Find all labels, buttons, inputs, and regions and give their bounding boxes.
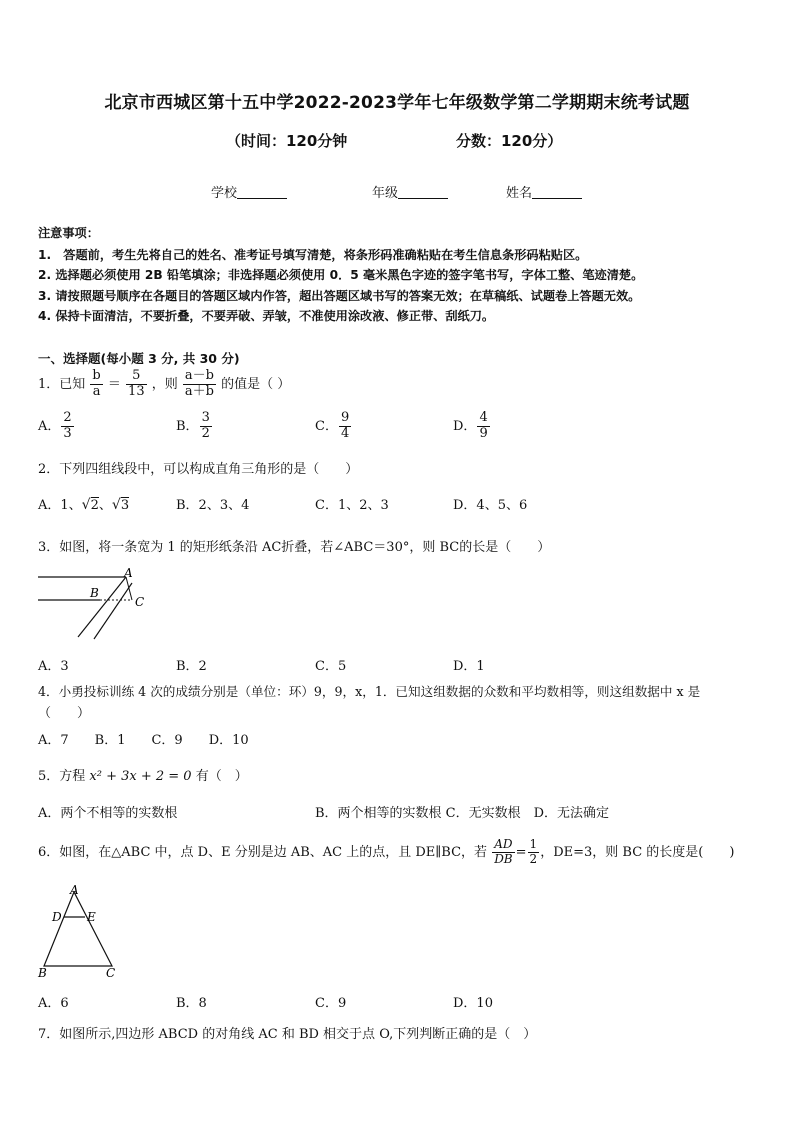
q5-equation: x² + 3x + 2 = 0 [89, 769, 192, 784]
q1-fraction-expression: $\frac{a-b}{a+b}$ [184, 368, 214, 399]
name-label: 姓名 [506, 186, 533, 201]
q2-option-a: A．1、√2、√3 [38, 497, 130, 513]
name-blank [532, 186, 582, 199]
q6-option-a: A．6 [38, 996, 69, 1011]
q6-option-b: B．8 [176, 996, 207, 1011]
label-e: E [87, 910, 96, 924]
q6-option-d: D．10 [453, 996, 493, 1011]
exam-time: （时间：120分钟 [226, 132, 348, 150]
label-a: A [70, 883, 79, 897]
question-7: 7．如图所示,四边形 ABCD 的对角线 AC 和 BD 相交于点 O,下列判断正确的是（ ） [38, 1027, 537, 1042]
q3-option-b: B．2 [176, 659, 207, 674]
exam-score: 分数：120分） [456, 132, 563, 150]
q1-prefix: 1．已知 [38, 376, 86, 392]
label-b: B [90, 586, 99, 600]
question-2: 2．下列四组线段中，可以构成直角三角形的是（ ） [38, 462, 359, 477]
note-item-4: 4. 保持卡面清洁，不要折叠，不要弄破、弄皱，不准使用涂改液、修正带、刮纸刀。 [38, 309, 495, 323]
q1-option-b: B． $\frac{3}{2}$ [176, 410, 210, 441]
fold-line-ac [126, 577, 132, 600]
q3-option-a: A．3 [38, 659, 69, 674]
grade-blank [398, 186, 448, 199]
question-1: 1．已知 $\frac{b}{a}$ ＝ $\frac{5}{13}$ ，则 $\frac{a-b}{a+b}$ 的值是（ ） [38, 368, 291, 399]
q6-option-c: C．9 [315, 996, 347, 1011]
q1-fraction-b-a: $\frac{b}{a}$ [92, 368, 101, 399]
label-c: C [135, 595, 145, 609]
school-field [211, 182, 287, 201]
q3-folded-strip-figure [34, 565, 154, 645]
grade-label: 年级 [372, 186, 399, 201]
q5-options-bcd: B．两个相等的实数根 C．无实数根 D．无法确定 [315, 806, 610, 821]
q3-option-d: D．1 [453, 659, 485, 674]
label-d: D [52, 910, 62, 924]
note-item-3: 3. 请按照题号顺序在各题目的答题区域内作答，超出答题区域书写的答案无效；在草稿纸、试题卷上答题无效。 [38, 289, 641, 303]
q6-fraction-half: $\frac{1}{2}$ [529, 837, 538, 866]
question-4-line-2: （ ） [38, 706, 91, 721]
q1-fraction-5-13: $\frac{5}{13}$ [128, 368, 145, 399]
q3-option-c: C．5 [315, 659, 347, 674]
q2-option-c: C．1、2、3 [315, 498, 389, 513]
triangle-abc [44, 892, 112, 966]
q1-option-a: A． $\frac{2}{3}$ [38, 410, 72, 441]
section-heading: 一、选择题(每小题 3 分, 共 30 分) [38, 351, 240, 366]
q1-option-d: D． $\frac{4}{9}$ [453, 410, 488, 441]
school-label: 学校 [211, 186, 238, 201]
q2-option-b: B．2、3、4 [176, 498, 250, 513]
question-5: 5．方程 x² + 3x + 2 = 0 有（ ） [38, 769, 248, 784]
q2-option-d: D．4、5、6 [453, 498, 528, 513]
label-b: B [38, 966, 47, 980]
question-3: 3．如图，将一条宽为 1 的矩形纸条沿 AC折叠，若∠ABC＝30°，则 BC的长是（ ） [38, 540, 551, 555]
note-item-2: 2. 选择题必须使用 2B 铅笔填涂；非选择题必须使用 0．5 毫米黑色字迹的签字笔书写，字体工整、笔迹清楚。 [38, 268, 644, 282]
fold-edge-2 [94, 583, 132, 639]
question-6: 6．如图，在△ABC 中，点 D、E 分别是边 AB、AC 上的点，且 DE∥BC，若 $\frac{AD}{DB}$ = $\frac{1}{2}$ ，DE=3，则 BC 的长度是( ) [38, 837, 735, 866]
note-item-1: 1. 答题前，考生先将自己的姓名、准考证号填写清楚，将条形码准确粘贴在考生信息条形码粘贴区。 [38, 248, 588, 262]
name-field [506, 182, 582, 201]
school-blank [237, 186, 287, 199]
q1-option-c: C． $\frac{9}{4}$ [315, 410, 350, 441]
q4-options: A．7 B．1 C．9 D．10 [38, 733, 249, 748]
q6-triangle-figure [34, 882, 124, 982]
exam-title: 北京市西城区第十五中学2022-2023学年七年级数学第二学期期末统考试题 [104, 93, 690, 113]
label-a: A [124, 566, 133, 580]
label-c: C [106, 966, 116, 980]
q6-fraction-ad-db: $\frac{AD}{DB}$ [494, 837, 513, 866]
question-4-line-1: 4．小勇投标训练 4 次的成绩分别是（单位：环）9，9，x，1．已知这组数据的众数和平均数相等，则这组数据中 x 是 [38, 684, 701, 699]
grade-field [372, 182, 448, 201]
notes-heading: 注意事项： [38, 226, 99, 240]
q5-option-a: A．两个不相等的实数根 [38, 806, 178, 821]
